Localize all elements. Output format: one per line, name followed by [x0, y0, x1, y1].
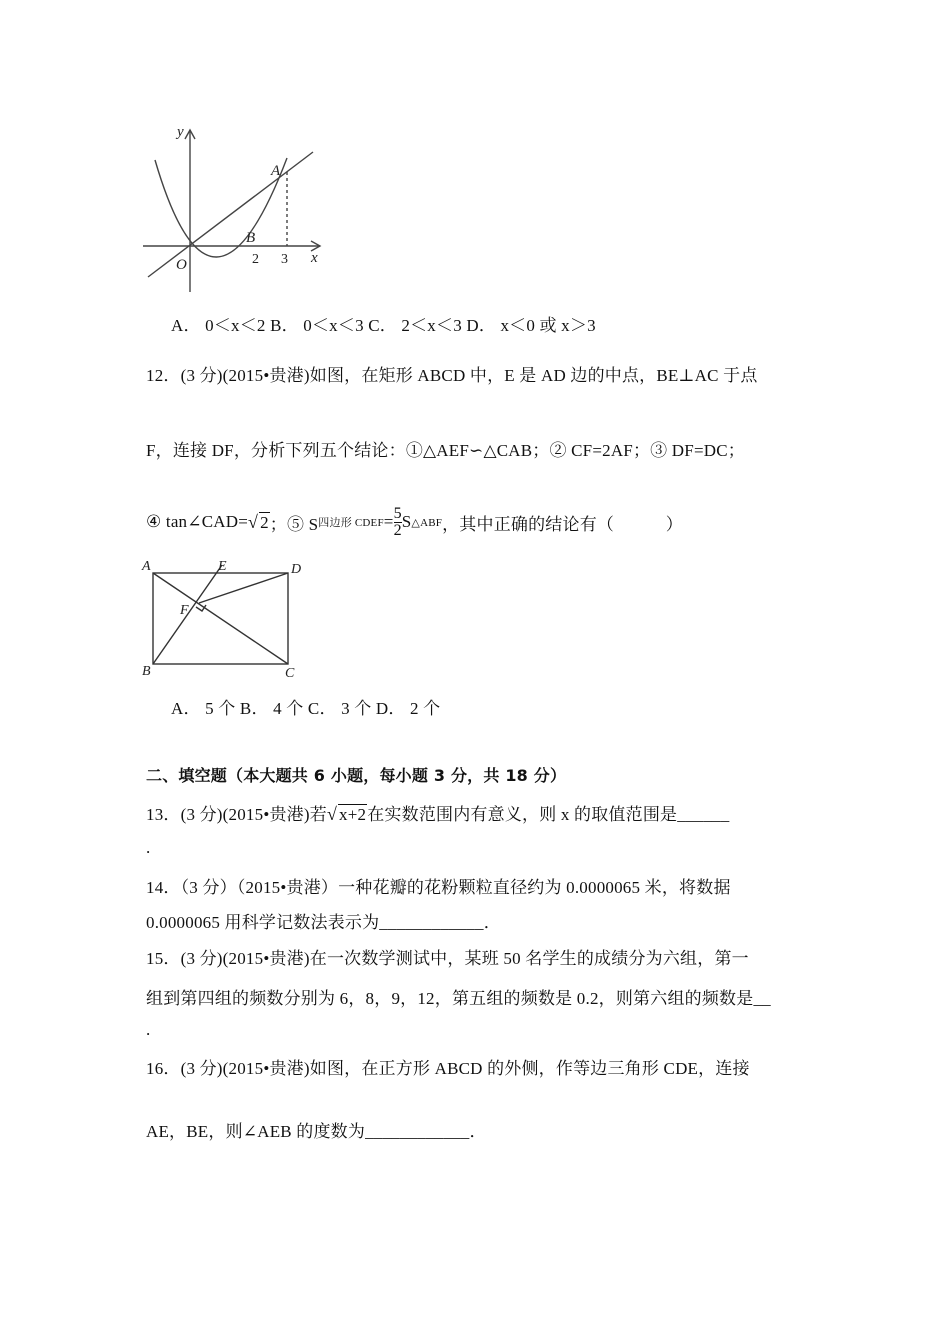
- q11-options: A． 0＜x＜2 B． 0＜x＜3 C． 2＜x＜3 D． x＜0 或 x＞3: [171, 316, 596, 335]
- q12-line-3: [146, 500, 683, 544]
- origin-label: O: [176, 257, 187, 273]
- q16-line-2: AE，BE，则∠AEB 的度数为____________．: [146, 1122, 487, 1141]
- q12-line-3-start: ④ tan∠CAD=: [146, 512, 248, 531]
- line-through-origin: [148, 152, 313, 277]
- q12-line-3-s: ；⑤ S: [269, 514, 319, 534]
- fraction-denominator: 2: [393, 521, 402, 539]
- tick-2-label: 2: [252, 252, 259, 267]
- q15-line-3: .: [146, 1020, 151, 1039]
- q12-line-1: 12．(3 分)(2015•贵港)如图，在矩形 ABCD 中，E 是 AD 边的中点，BE⊥AC 于点: [146, 366, 758, 385]
- q12-line-3-end: ，其中正确的结论有（ ）: [442, 514, 683, 534]
- q12-line-2: F，连接 DF，分析下列五个结论：①△AEF∽△CAB；② CF=2AF；③ DF=DC；: [146, 441, 745, 460]
- fraction-numerator: 5: [393, 504, 402, 522]
- label-f: F: [180, 603, 189, 618]
- q12-sub-triangle: △ABF: [411, 516, 443, 529]
- label-b: B: [142, 664, 151, 679]
- q13-sqrt-radicand: x+2: [339, 805, 367, 824]
- label-d: D: [291, 562, 302, 577]
- q13-line-1: [146, 800, 729, 825]
- x-axis-label: x: [311, 250, 318, 266]
- point-b-label: B: [246, 230, 256, 246]
- sqrt-symbol: √: [247, 511, 259, 532]
- q12-s2: S: [401, 512, 412, 531]
- sqrt-symbol: √: [326, 804, 338, 824]
- parabola: [155, 158, 287, 257]
- label-c: C: [285, 666, 295, 681]
- segment-df: [199, 573, 288, 603]
- q14-line-2: 0.0000065 用科学记数法表示为____________．: [146, 913, 501, 932]
- label-e: E: [218, 559, 227, 574]
- diagonal-ac: [153, 573, 288, 664]
- q13-line-2: .: [146, 838, 151, 857]
- q12-figure: [138, 553, 313, 683]
- q14-line-1: 14．（3 分）（2015•贵港）一种花瓣的花粉颗粒直径约为 0.0000065 米，将数据: [146, 878, 731, 897]
- q13-end: 在实数范围内有意义，则 x 的取值范围是______: [367, 805, 730, 824]
- q15-line-2: 组到第四组的频数分别为 6，8，9，12，第五组的频数是 0.2，则第六组的频数是__: [146, 989, 771, 1008]
- q12-sqrt-radicand: 2: [260, 512, 269, 532]
- y-axis-label: y: [177, 124, 184, 140]
- section-2-heading: 二、填空题（本大题共 6 小题，每小题 3 分，共 18 分）: [146, 766, 567, 785]
- q13-start: 13．(3 分)(2015•贵港)若: [146, 805, 327, 824]
- q12-equals: =: [383, 512, 394, 531]
- q16-line-1: 16．(3 分)(2015•贵港)如图，在正方形 ABCD 的外侧，作等边三角形 CDE，连接: [146, 1059, 750, 1078]
- tick-3-label: 3: [281, 252, 288, 267]
- q11-graph: [140, 122, 335, 297]
- point-a-label: A: [271, 163, 281, 179]
- q12-fraction: [394, 506, 402, 539]
- q12-sub-quadrilateral: 四边形 CDEF: [318, 517, 384, 529]
- label-a: A: [142, 559, 151, 574]
- q12-options: A． 5 个 B． 4 个 C． 3 个 D． 2 个: [171, 699, 441, 718]
- q15-line-1: 15．(3 分)(2015•贵港)在一次数学测试中，某班 50 名学生的成绩分为六组，第一: [146, 949, 749, 968]
